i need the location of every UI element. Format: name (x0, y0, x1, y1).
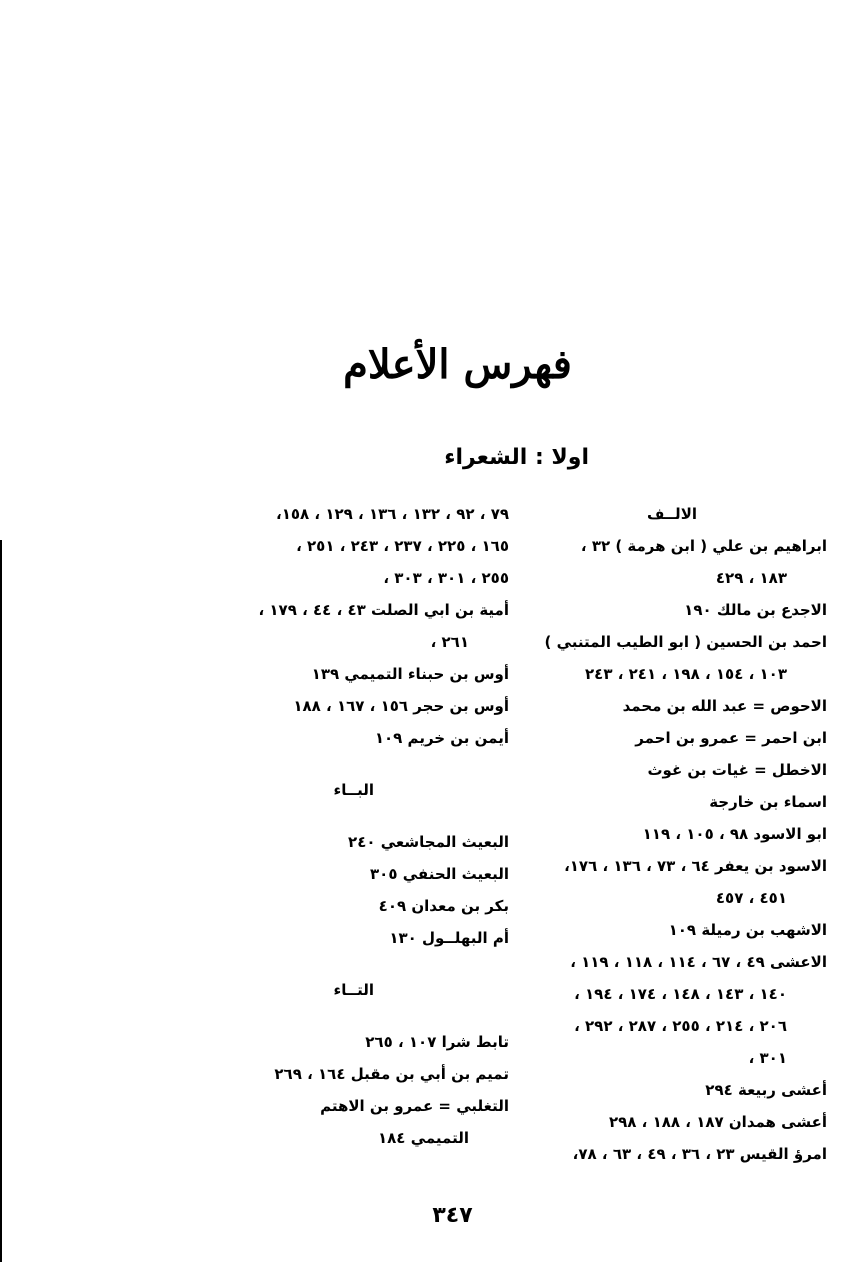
index-entry: الاعشى ٤٩ ، ٦٧ ، ١١٤ ، ١١٨ ، ١١٩ ، (570, 953, 827, 971)
index-entry: امرؤ القيس ٢٣ ، ٣٦ ، ٤٩ ، ٦٣ ، ٧٨، (572, 1145, 827, 1163)
index-entry: أم البهلــول ١٣٠ (389, 929, 509, 947)
index-entry: بكر بن معدان ٤٠٩ (378, 897, 509, 915)
index-entry: الاحوص = عبد الله بن محمد (622, 697, 827, 715)
index-entry-continuation: ٧٩ ، ٩٢ ، ١٣٢ ، ١٣٦ ، ١٢٩ ، ١٥٨، (276, 505, 509, 523)
section-gap (179, 954, 509, 974)
index-entry: تابط شرا ١٠٧ ، ٢٦٥ (365, 1033, 509, 1051)
index-entry: ابو الاسود ٩٨ ، ١٠٥ ، ١١٩ (642, 825, 827, 843)
index-entry: الاخطل = غيات بن غوث (647, 761, 827, 779)
page-edge-rule (0, 540, 2, 1262)
section-subtitle: اولا : الشعراء (444, 445, 589, 470)
index-entry: أمية بن ابي الصلت ٤٣ ، ٤٤ ، ١٧٩ ، (258, 601, 509, 619)
index-entry: تميم بن أبي بن مقبل ١٦٤ ، ٢٦٩ (274, 1065, 509, 1083)
page-title: فهرس الأعلام (343, 341, 572, 388)
index-entry: أوس بن حجر ١٥٦ ، ١٦٧ ، ١٨٨ (293, 697, 509, 715)
index-entry: البعيث المجاشعي ٢٤٠ (348, 833, 509, 851)
index-entry-continuation: ٢٦١ ، (430, 633, 469, 651)
index-entry: أوس بن حبناء التميمي ١٣٩ (311, 665, 509, 683)
index-entry: ابراهيم بن علي ( ابن هرمة ) ٣٢ ، (580, 537, 827, 555)
index-entry: التميمي ١٨٤ (378, 1129, 469, 1147)
page-number: ٣٤٧ (432, 1203, 473, 1228)
index-entry-continuation: ١٤٠ ، ١٤٣ ، ١٤٨ ، ١٧٤ ، ١٩٤ ، (574, 985, 787, 1003)
index-entry: البعيث الحنفي ٣٠٥ (370, 865, 509, 883)
ba-heading: البــاء (333, 781, 374, 799)
section-gap (179, 754, 509, 774)
index-entry-continuation: ١٨٣ ، ٤٢٩ (715, 569, 787, 587)
index-entry: اسماء بن خارجة (709, 793, 827, 811)
section-gap (179, 1006, 509, 1026)
index-entry-continuation: ٢٠٦ ، ٢١٤ ، ٢٥٥ ، ٢٨٧ ، ٢٩٢ ، (574, 1017, 787, 1035)
index-entry: أعشى ربيعة ٢٩٤ (705, 1081, 827, 1099)
index-entry-continuation: ٣٠١ ، (748, 1049, 787, 1067)
index-entry-continuation: ١٦٥ ، ٢٢٥ ، ٢٣٧ ، ٢٤٣ ، ٢٥١ ، (296, 537, 509, 555)
index-entry-continuation: ١٠٣ ، ١٥٤ ، ١٩٨ ، ٢٤١ ، ٢٤٣ (585, 665, 787, 683)
alif-heading: الالــف (646, 505, 697, 523)
right-column (527, 498, 827, 1170)
index-entry-continuation: ٢٥٥ ، ٣٠١ ، ٣٠٣ ، (383, 569, 509, 587)
ta-heading: التــاء (333, 981, 374, 999)
section-gap (179, 806, 509, 826)
index-entry: أيمن بن خريم ١٠٩ (374, 729, 509, 747)
left-column (179, 498, 509, 1154)
index-entry: أعشى همدان ١٨٧ ، ١٨٨ ، ٢٩٨ (608, 1113, 827, 1131)
index-entry: الاشهب بن رميلة ١٠٩ (668, 921, 827, 939)
index-entry: ابن احمر = عمرو بن احمر (635, 729, 827, 747)
index-entry: الاجدع بن مالك ١٩٠ (684, 601, 827, 619)
index-entry: الاسود بن يعفر ٦٤ ، ٧٣ ، ١٣٦ ، ١٧٦، (564, 857, 827, 875)
index-entry-continuation: ٤٥١ ، ٤٥٧ (715, 889, 787, 907)
index-entry: التغلبي = عمرو بن الاهتم (320, 1097, 509, 1115)
index-entry: احمد بن الحسين ( ابو الطيب المتنبي ) (544, 633, 827, 651)
